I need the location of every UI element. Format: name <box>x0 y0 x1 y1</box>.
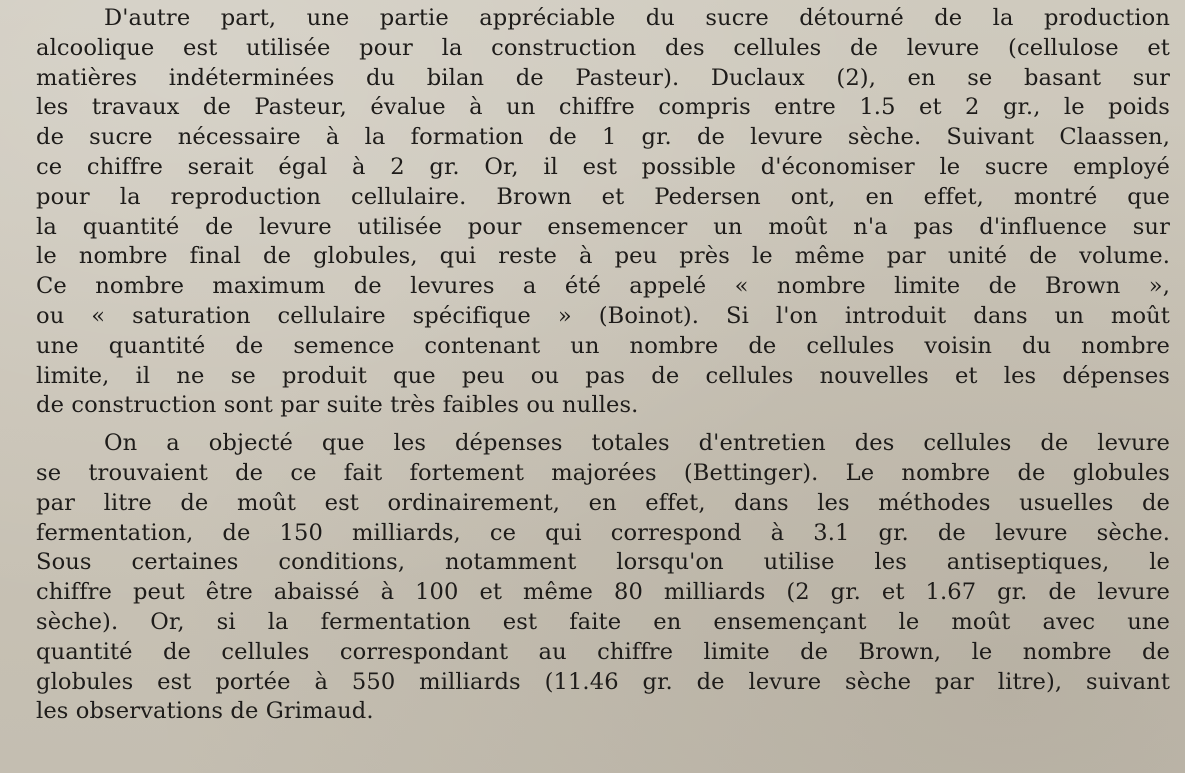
text-line: par litre de moût est ordinairement, en effet, dans les méthodes usuelles de <box>36 489 1170 516</box>
text-line: fermentation, de 150 milliards, ce qui correspond à 3.1 gr. de levure sèche. <box>36 519 1170 546</box>
text-line: la quantité de levure utilisée pour ensemencer un moût n'a pas d'influence sur <box>36 213 1170 240</box>
text-line: alcoolique est utilisée pour la construction des cellules de levure (cellulose et <box>36 34 1170 61</box>
text-line: une quantité de semence contenant un nombre de cellules voisin du nombre <box>36 332 1170 359</box>
text-line: quantité de cellules correspondant au chiffre limite de Brown, le nombre de <box>36 638 1170 665</box>
text-line: chiffre peut être abaissé à 100 et même 80 milliards (2 gr. et 1.67 gr. de levure <box>36 579 1170 606</box>
text-line: sèche). Or, si la fermentation est faite en ensemençant le moût avec une <box>36 608 1170 635</box>
paragraph-gap <box>36 421 1170 429</box>
text-line: ce chiffre serait égal à 2 gr. Or, il est possible d'économiser le sucre employé <box>36 153 1170 180</box>
text-line: ou « saturation cellulaire spécifique » (Boinot). Si l'on introduit dans un moût <box>36 302 1170 329</box>
text-line: les observations de Grimaud. <box>36 698 374 725</box>
paragraph-2 <box>36 429 1170 727</box>
body-text <box>36 4 1170 727</box>
text-line: D'autre part, une partie appréciable du sucre détourné de la production <box>104 5 1170 31</box>
text-line: se trouvaient de ce fait fortement majorées (Bettinger). Le nombre de globules <box>36 459 1170 486</box>
text-line: pour la reproduction cellulaire. Brown et Pedersen ont, en effet, montré que <box>36 183 1170 210</box>
text-line: matières indéterminées du bilan de Pasteur). Duclaux (2), en se basant sur <box>36 64 1170 91</box>
text-line: de sucre nécessaire à la formation de 1 gr. de levure sèche. Suivant Claassen, <box>36 124 1170 151</box>
text-line: de construction sont par suite très faibles ou nulles. <box>36 392 639 419</box>
text-line: limite, il ne se produit que peu ou pas de cellules nouvelles et les dépenses <box>36 362 1170 389</box>
paragraph-1 <box>36 4 1170 421</box>
text-line: Sous certaines conditions, notamment lorsqu'on utilise les antiseptiques, le <box>36 549 1170 576</box>
text-line: globules est portée à 550 milliards (11.46 gr. de levure sèche par litre), suivant <box>36 668 1170 695</box>
text-line: On a objecté que les dépenses totales d'entretien des cellules de levure <box>104 430 1170 457</box>
text-line: Ce nombre maximum de levures a été appelé « nombre limite de Brown », <box>36 273 1170 300</box>
text-line: le nombre final de globules, qui reste à peu près le même par unité de volume. <box>36 243 1170 270</box>
text-line: les travaux de Pasteur, évalue à un chiffre compris entre 1.5 et 2 gr., le poids <box>36 94 1170 121</box>
